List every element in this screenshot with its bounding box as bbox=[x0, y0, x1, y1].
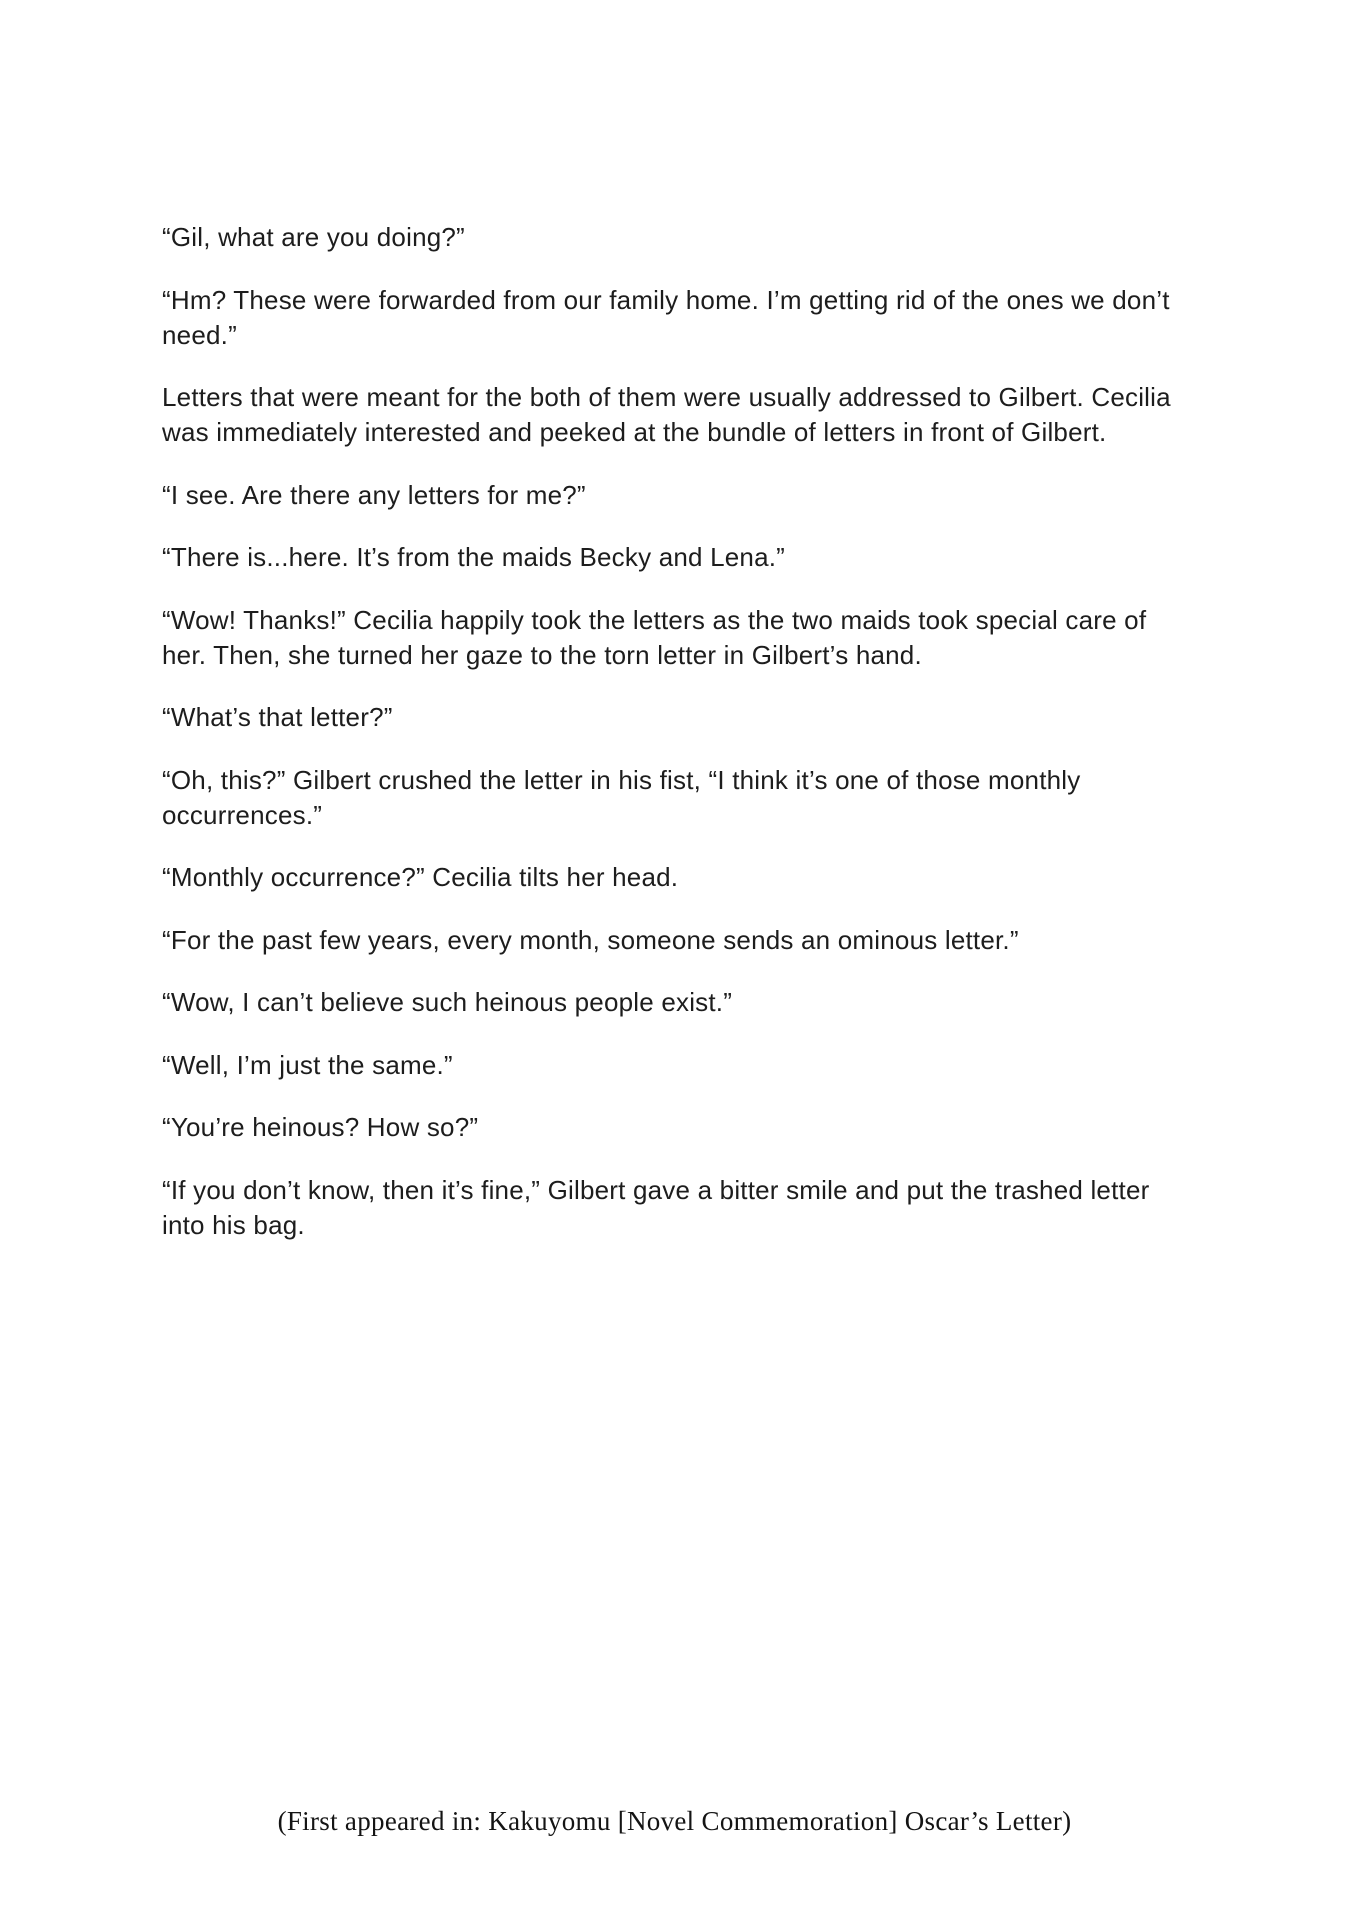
attribution-footer: (First appeared in: Kakuyomu [Novel Commemoration] Oscar’s Letter) bbox=[277, 1806, 1072, 1836]
paragraph: “Hm? These were forwarded from our family home. I’m getting rid of the ones we don’t need.” bbox=[162, 284, 1170, 350]
paragraph: “There is...here. It’s from the maids Becky and Lena.” bbox=[162, 542, 786, 572]
paragraph: “Well, I’m just the same.” bbox=[162, 1049, 453, 1080]
page-content bbox=[162, 220, 1184, 1270]
paragraph: “I see. Are there any letters for me?” bbox=[162, 479, 586, 510]
paragraph: Letters that were meant for the both of them were usually addressed to Gilbert. Cecilia was immediately interested and peeked at the bundle of letters in front of Gilbert. bbox=[162, 382, 1171, 447]
paragraph: “Monthly occurrence?” Cecilia tilts her head. bbox=[162, 862, 679, 892]
paragraph: “Gil, what are you doing?” bbox=[162, 222, 465, 252]
paragraph: “For the past few years, every month, someone sends an ominous letter.” bbox=[162, 924, 1019, 955]
paragraph: “You’re heinous? How so?” bbox=[162, 1112, 479, 1142]
paragraph: “If you don’t know, then it’s fine,” Gilbert gave a bitter smile and put the trashed letter into his bag. bbox=[162, 1174, 1150, 1240]
paragraph: “Wow! Thanks!” Cecilia happily took the letters as the two maids took special care of her. Then, she turned her gaze to the torn letter in Gilbert’s hand. bbox=[162, 604, 1147, 670]
paragraph: “Wow, I can’t believe such heinous people exist.” bbox=[162, 987, 733, 1017]
paragraph: “What’s that letter?” bbox=[162, 702, 393, 732]
paragraph: “Oh, this?” Gilbert crushed the letter in his fist, “I think it’s one of those monthly occurrences.” bbox=[162, 764, 1081, 830]
